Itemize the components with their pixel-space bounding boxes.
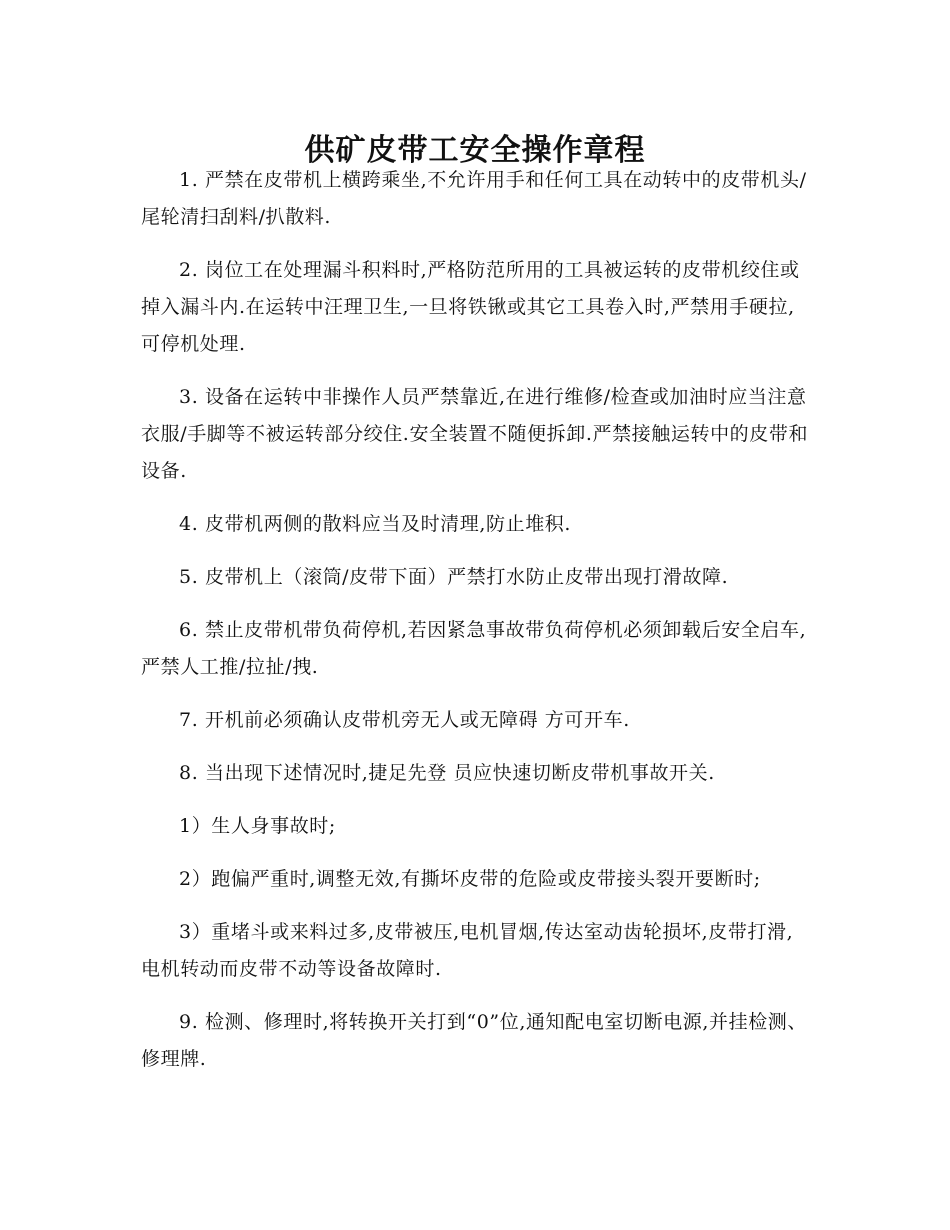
paragraph-rule-8-item-3: 3）重堵斗或来料过多,皮带被压,电机冒烟,传达室动齿轮损坏,皮带打滑,电机转动而皮带不动等设备故障时. (141, 921, 794, 980)
paragraph-rule-7: 7. 开机前必须确认皮带机旁无人或无障碍 方可开车. (179, 709, 630, 731)
paragraph-rule-4: 4. 皮带机两侧的散料应当及时清理,防止堆积. (179, 513, 572, 535)
paragraph-rule-8: 8. 当出现下述情况时,捷足先登 员应快速切断皮带机事故开关. (179, 762, 715, 784)
document-body (141, 162, 809, 1094)
paragraph-rule-2: 2. 岗位工在处理漏斗积料时,严格防范所用的工具被运转的皮带机绞住或掉入漏斗内.在运转中汪理卫生,一旦将铁锹或其它工具卷入时,严禁用手硬拉,可停机处理. (141, 259, 800, 355)
paragraph-rule-3: 3. 设备在运转中非操作人员严禁靠近,在进行维修/检查或加油时应当注意衣服/手脚等不被运转部分绞住.安全装置不随便拆卸.严禁接触运转中的皮带和设备. (141, 386, 809, 482)
document-title: 供矿皮带工安全操作章程 (304, 133, 646, 169)
paragraph-rule-6: 6. 禁止皮带机带负荷停机,若因紧急事故带负荷停机必须卸载后安全启车,严禁人工推/拉扯/拽. (141, 619, 807, 678)
paragraph-rule-8-item-1: 1）生人身事故时; (179, 815, 336, 837)
paragraph-rule-5: 5. 皮带机上（滚筒/皮带下面）严禁打水防止皮带出现打滑故障. (179, 566, 729, 588)
paragraph-rule-9: 9. 检测、修理时,将转换开关打到“0”位,通知配电室切断电源,并挂检测、修理牌. (141, 1011, 808, 1070)
paragraph-rule-8-item-2: 2）跑偏严重时,调整无效,有撕坏皮带的危险或皮带接头裂开要断时; (179, 868, 761, 890)
paragraph-rule-1: 1. 严禁在皮带机上横跨乘坐,不允许用手和任何工具在动转中的皮带机头/尾轮清扫刮料/扒散料. (141, 169, 807, 228)
